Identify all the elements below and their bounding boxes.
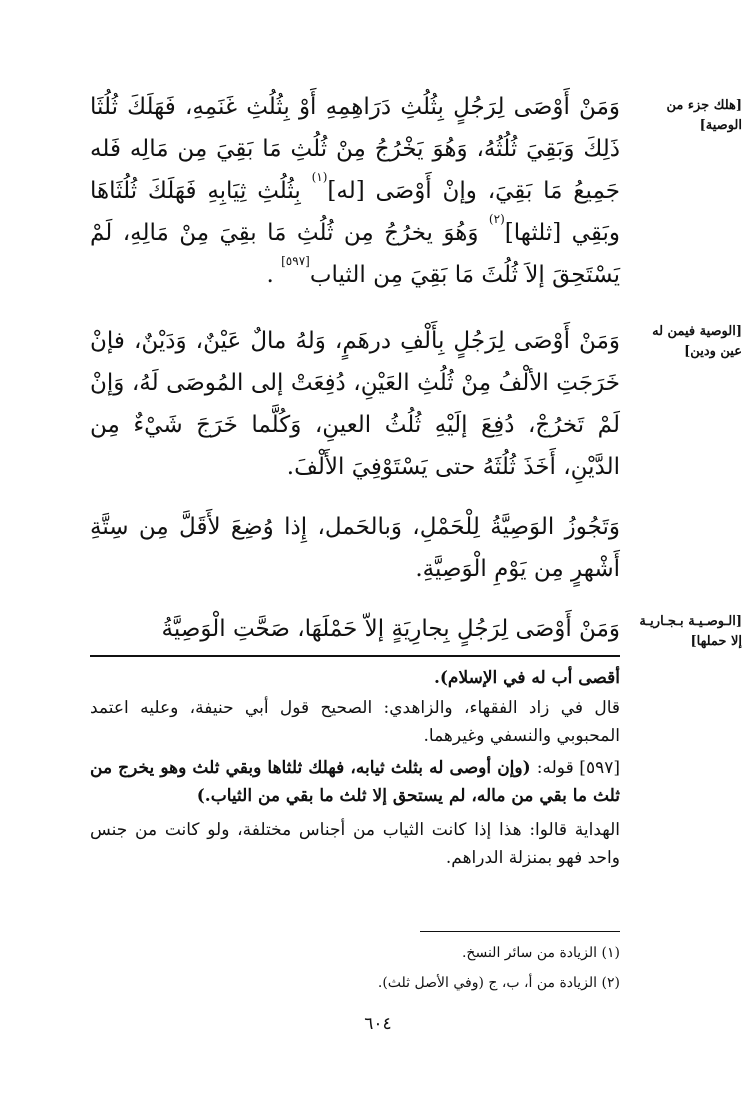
commentary-ref-597[interactable]: [٥٩٧] bbox=[281, 254, 310, 269]
paragraph-slave-girl: وَمَنْ أَوْصَى لِرَجُلٍ بِجارِيَةٍ إلاّ حَمْلَهَا، صَحَّتِ الْوَصِيَّةُ bbox=[161, 616, 620, 642]
paragraph-cash-and-debt: وَمَنْ أَوْصَى لِرَجُلٍ بِأَلْفِ درهَمٍ، وَلهُ مالٌ عَيْنٌ، وَدَيْنٌ، فإنْ خَرَجَتِ الألْفُ مِنْ ثُلُثِ العَيْنِ، دُفِعَتْ إلى المُوصَى لَهُ، وَإنْ لَمْ تَخرُجْ، دُفِعَ إلَيْهِ ثُلُثُ العينِ، وَكُلَّما خَرَجَ شَيْءٌ مِن الدَّيْنِ، أَخَذَ ثُلُثَهُ حتى يَسْتَوْفِيَ الأَلْفَ. bbox=[90, 328, 620, 480]
page-number: ٦٠٤ bbox=[364, 1014, 392, 1034]
section-divider bbox=[90, 655, 620, 657]
paragraph-bequest-third: وَمَنْ أَوْصَى لِرَجُلٍ بِثُلُثِ دَرَاهِمِهِ أَوْ بِثُلُثِ غَنَمِهِ، فَهَلَكَ ثُلُثَا ذَلِكَ وَبَقِيَ ثُلُثُهُ، وَهُوَ يَخْرُجُ مِنْ ثُلُثِ مَا بَقِيَ مِن مَالِه فَله جَمِيعُ مَا بَقِيَ، وإنْ أَوْصَى [له]$^{(١)}$ بِثُلُثِ ثِيَابِهِ فَهَلَكَ ثُلُثَاهَا وبَقِي [ثلثها]$^{(٢)}$ وَهُوَ يخرُجُ مِن ثُلُثِ مَا بقِيَ مِنْ مَالِهِ، لَمْ يَسْتَحِقَ إلاَ ثُلُثَ مَا بَقِيَ مِن الثياب[٥٩٧] . bbox=[90, 94, 620, 288]
commentary-quote: (وإن أوصى له بثلث ثيابه، فهلك ثلثاها وبقي ثلث وهو يخرج من ثلث ما بقي من ماله، لم يستحق إلا ثلث ما بقي من الثياب.) bbox=[90, 758, 620, 806]
footnote-ref-2[interactable]: (٢) bbox=[488, 212, 505, 227]
commentary-block bbox=[90, 664, 620, 872]
footnotes bbox=[90, 938, 620, 998]
footnote-divider bbox=[420, 931, 620, 932]
margin-note-slave-girl: [الـوصـيـة بـجـاريـة إلا حملها] bbox=[639, 614, 742, 649]
margin-note-partial-loss: [هلك جزء من الوصية] bbox=[666, 98, 742, 133]
main-text bbox=[90, 86, 620, 650]
footnote-2: (٢) الزيادة من أ، ب، ج (وفي الأصل ثلث). bbox=[377, 975, 620, 991]
footnote-ref-1[interactable]: (١) bbox=[311, 170, 328, 185]
commentary-paragraph-hidaya: الهداية قالوا: هذا إذا كانت الثياب من أجناس مختلفة، ولو كانت من جنس واحد فهو بمنزلة الدراهم. bbox=[90, 820, 620, 868]
footnote-1: (١) الزيادة من سائر النسخ. bbox=[461, 945, 620, 961]
commentary-ref-label: [٥٩٧] قوله: bbox=[536, 758, 620, 778]
margin-note-cash-and-debt: [الوصية فيمن له عين ودين] bbox=[652, 324, 742, 359]
commentary-paragraph: قال في زاد الفقهاء، والزاهدي: الصحيح قول أبي حنيفة، وعليه اعتمد المحبوبي والنسفي وغيرهما. bbox=[90, 698, 620, 746]
commentary-entry-597 bbox=[90, 754, 620, 810]
commentary-line: أقصى أب له في الإسلام). bbox=[433, 668, 620, 688]
paragraph-fetus-bequest: وَتَجُوزُ الوَصِيَّةُ لِلْحَمْلِ، وَبالحَمل، إِذا وُضِعَ لأَقَلَّ مِن سِتَّةِ أَشْهرٍ مِن يَوْمِ الْوَصِيَّةِ. bbox=[90, 514, 620, 582]
